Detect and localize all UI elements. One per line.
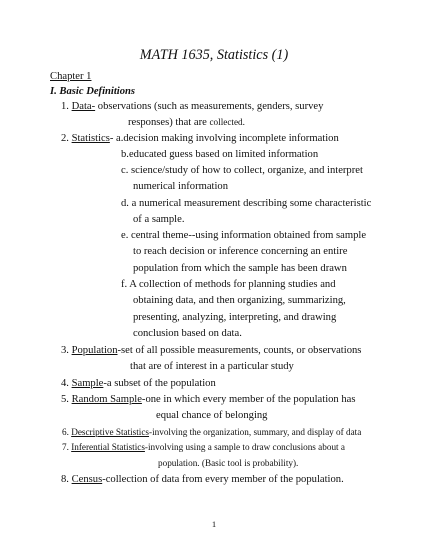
definition-1 (61, 100, 323, 113)
statistics-item-f: f. A collection of methods for planning studies and (121, 279, 336, 290)
definition-text: - a.decision making involving incomplete information (109, 133, 339, 144)
statistics-item-c: c. science/study of how to collect, organize, and interpret (121, 165, 363, 176)
definition-term: Census (71, 474, 103, 485)
definition-4 (61, 377, 216, 390)
definition-term: Statistics (71, 133, 110, 144)
definition-7 (62, 441, 345, 454)
definition-number: 5. (61, 394, 72, 405)
statistics-item-e-continued-2: population from which the sample has been drawn (133, 263, 347, 274)
statistics-item-d: d. a numerical measurement describing some characteristic (121, 198, 372, 209)
definition-number: 3. (61, 345, 72, 356)
definition-text: -collection of data from every member of the population. (102, 474, 344, 485)
statistics-item-f-continued-1: obtaining data, and then organizing, summarizing, (133, 295, 346, 306)
definition-term: Random Sample (71, 394, 142, 405)
definition-text: -one in which every member of the population has (141, 394, 356, 405)
definition-text: observations (such as measurements, genders, survey (95, 101, 324, 112)
statistics-item-e: e. central theme--using information obtained from sample (121, 230, 367, 241)
chapter-label: Chapter 1 (50, 71, 92, 82)
statistics-item-e-continued-1: to reach decision or inference concerning an entire (133, 246, 348, 257)
statistics-item-c-continued: numerical information (133, 181, 229, 192)
definition-text-small: collected. (209, 117, 245, 127)
definition-text: -set of all possible measurements, counts, or observations (117, 345, 362, 356)
definition-number: 7. (62, 442, 72, 452)
definition-2 (61, 132, 339, 145)
statistics-item-f-continued-3: conclusion based on data. (133, 328, 242, 339)
statistics-item-d-continued: of a sample. (133, 214, 185, 225)
definition-text: -involving using a sample to draw conclusions about a (144, 442, 345, 452)
definition-term: Inferential Statistics (71, 442, 145, 452)
definition-7-continued: population. (Basic tool is probability). (158, 458, 299, 468)
definition-number: 4. (61, 378, 72, 389)
definition-term: Descriptive Statistics (71, 427, 150, 437)
definition-5-continued: equal chance of belonging (156, 410, 268, 421)
definition-text: responses) that are (128, 117, 210, 128)
page-title: MATH 1635, Statistics (1) (139, 47, 289, 63)
definition-6 (62, 426, 361, 439)
definition-1-continued (128, 116, 245, 129)
definition-5 (61, 393, 356, 406)
page-number: 1 (211, 519, 217, 529)
definition-number: 1. (61, 101, 72, 112)
definition-number: 8. (61, 474, 72, 485)
definition-number: 2. (61, 133, 72, 144)
definition-8 (61, 473, 344, 486)
definition-term: Population (71, 345, 118, 356)
definition-text: -a subset of the population (103, 378, 216, 389)
definition-number: 6. (62, 427, 72, 437)
definition-3 (61, 344, 361, 357)
definition-text: -involving the organization, summary, and display of data (149, 427, 362, 437)
definition-term: Data- (71, 101, 96, 112)
definition-3-continued: that are of interest in a particular study (130, 361, 294, 372)
definition-term: Sample (71, 378, 104, 389)
statistics-item-b: b.educated guess based on limited information (121, 149, 319, 160)
section-heading: I. Basic Definitions (50, 86, 136, 97)
statistics-item-f-continued-2: presenting, analyzing, interpreting, and drawing (133, 312, 337, 323)
